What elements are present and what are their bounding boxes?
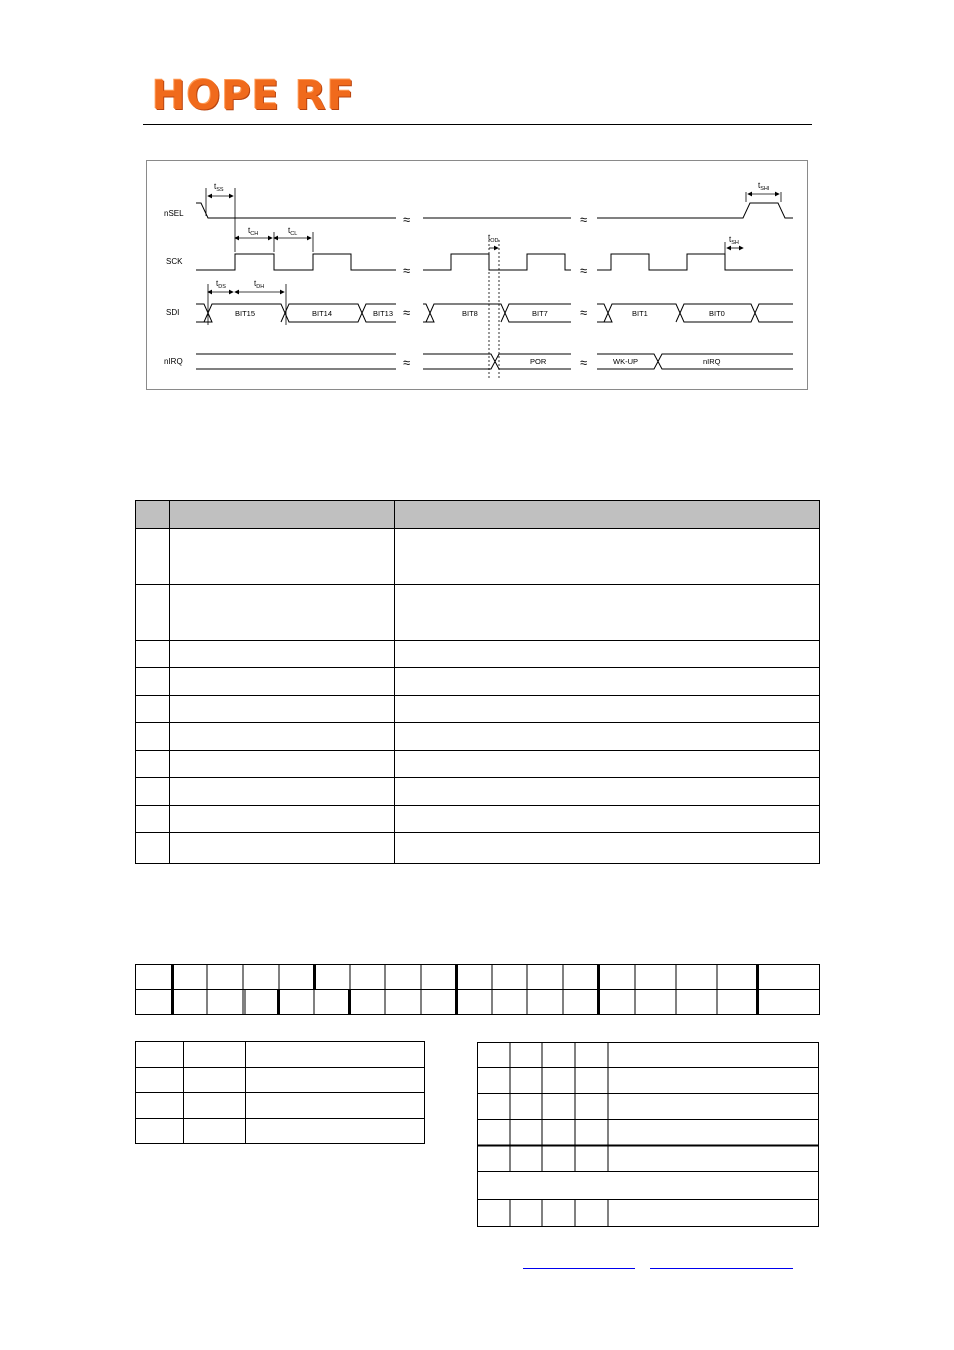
table-cell xyxy=(170,778,395,806)
table-cell xyxy=(170,750,395,778)
table-cell xyxy=(395,695,820,723)
table-cell xyxy=(395,528,820,584)
table-cell xyxy=(136,584,170,640)
table-cell xyxy=(136,750,170,778)
table-cell xyxy=(395,668,820,696)
bit-label: BIT8 xyxy=(462,309,478,318)
bit-label: BIT1 xyxy=(632,309,648,318)
svg-text:tDS: $t_{DS}$ xyxy=(216,279,226,290)
bit-label: BIT0 xyxy=(709,309,725,318)
svg-text:tCL: $t_{CL}$ xyxy=(288,226,298,237)
table-cell xyxy=(136,668,170,696)
table-cell xyxy=(170,640,395,668)
table-cell xyxy=(395,723,820,751)
table-cell xyxy=(136,1118,184,1144)
table-cell xyxy=(246,1042,425,1068)
timing-spec-table xyxy=(135,500,820,864)
nirq-state-label: WK-UP xyxy=(613,357,638,366)
svg-text:tSH: $t_{SH}$ xyxy=(729,235,739,246)
table-cell xyxy=(170,668,395,696)
table-cell xyxy=(395,584,820,640)
svg-text:tSHI: $t_{SHI}$ xyxy=(758,181,770,192)
table-cell xyxy=(184,1118,246,1144)
table-cell xyxy=(246,1118,425,1144)
table-cell xyxy=(136,528,170,584)
bit-label: BIT7 xyxy=(532,309,548,318)
table-cell xyxy=(395,805,820,833)
table-cell xyxy=(246,1093,425,1119)
timing-diagram xyxy=(146,160,808,390)
nirq-state-label: nIRQ xyxy=(703,357,721,366)
table-cell xyxy=(136,1067,184,1093)
table-cell xyxy=(136,695,170,723)
table-cell xyxy=(136,805,170,833)
table-header-cell xyxy=(395,501,820,529)
table-header-cell xyxy=(170,501,395,529)
table-cell xyxy=(136,1093,184,1119)
bit-label: BIT13 xyxy=(373,309,394,318)
svg-text:≈: ≈ xyxy=(580,212,588,227)
signal-label-sdi: SDI xyxy=(166,308,180,317)
right-settings-table xyxy=(477,1042,820,1228)
bit-label: BIT15 xyxy=(235,309,256,318)
table-cell xyxy=(170,723,395,751)
table-cell xyxy=(170,805,395,833)
svg-text:tDH: $t_{DH}$ xyxy=(254,279,265,290)
signal-label-nirq: nIRQ xyxy=(164,357,183,366)
svg-text:≈: ≈ xyxy=(403,212,411,227)
hope-rf-logo: HOPE RF xyxy=(152,73,356,119)
table-cell xyxy=(136,723,170,751)
table-cell xyxy=(184,1093,246,1119)
table-cell xyxy=(246,1067,425,1093)
svg-text:≈: ≈ xyxy=(580,305,588,320)
table-cell xyxy=(136,1042,184,1068)
table-cell xyxy=(395,833,820,864)
table-cell xyxy=(170,833,395,864)
signal-label-sck: SCK xyxy=(166,257,183,266)
left-settings-table xyxy=(135,1041,425,1144)
svg-text:tSS: $t_{SS}$ xyxy=(214,182,224,193)
table-cell xyxy=(184,1067,246,1093)
register-bit-grid xyxy=(135,964,821,1016)
table-cell xyxy=(170,695,395,723)
table-cell xyxy=(136,778,170,806)
table-cell xyxy=(395,750,820,778)
nirq-state-label: POR xyxy=(530,357,547,366)
table-cell xyxy=(395,640,820,668)
svg-text:≈: ≈ xyxy=(403,263,411,278)
table-cell xyxy=(136,640,170,668)
header-divider xyxy=(143,124,812,125)
table-header-cell xyxy=(136,501,170,529)
table-cell xyxy=(184,1042,246,1068)
footer-link-1[interactable] xyxy=(523,1268,635,1269)
table-cell xyxy=(170,528,395,584)
svg-text:≈: ≈ xyxy=(580,355,588,370)
svg-text:≈: ≈ xyxy=(403,305,411,320)
bit-label: BIT14 xyxy=(312,309,333,318)
table-cell xyxy=(136,833,170,864)
table-cell xyxy=(170,584,395,640)
table-cell xyxy=(395,778,820,806)
svg-text:tOD: $t_{OD}$ xyxy=(488,233,499,244)
svg-text:≈: ≈ xyxy=(403,355,411,370)
svg-text:≈: ≈ xyxy=(580,263,588,278)
svg-text:tCH: $t_{CH}$ xyxy=(248,226,259,237)
footer-link-2[interactable] xyxy=(650,1268,793,1269)
signal-label-nsel: nSEL xyxy=(164,209,184,218)
